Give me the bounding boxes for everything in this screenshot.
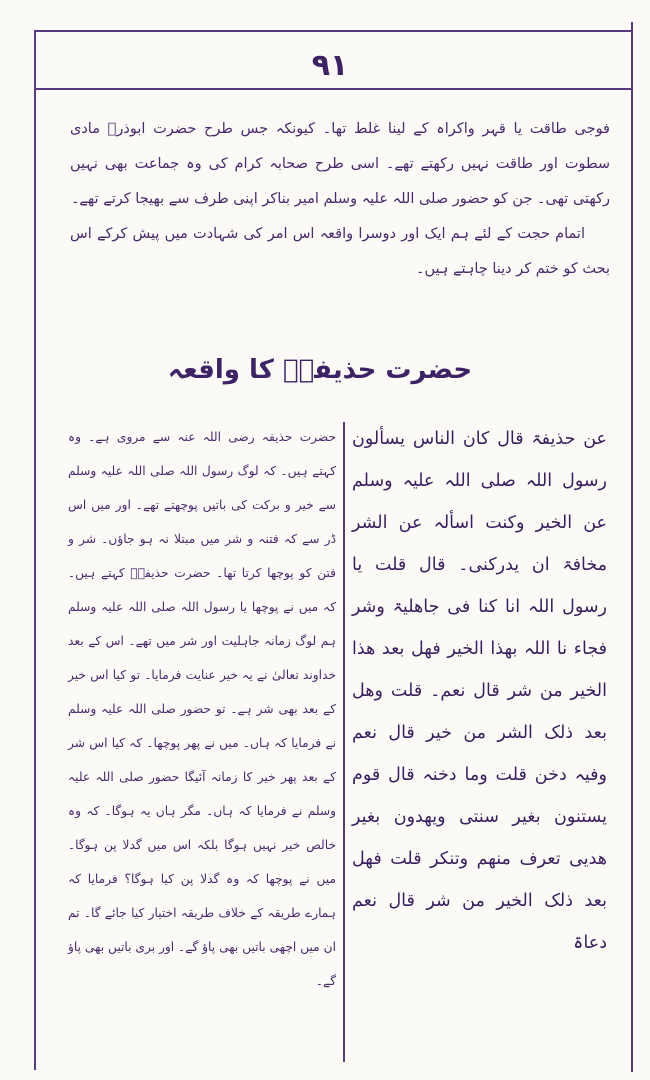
left-border-line (34, 30, 36, 1070)
header-divider (34, 88, 632, 90)
section-title: حضرت حذیفہؓ کا واقعہ (167, 355, 473, 385)
arabic-hadith-text: عن حذیفۃ قال کان الناس یسألون رسول اللہ صلی اللہ علیہ وسلم عن الخیر وکنت اسألہ عن الشر مخافۃ ان یدرکنی۔ قال قلت یا رسول اللہ انا کنا فی جاھلیۃ وشر فجاء نا اللہ بھذا الخیر فھل بعد ھذا الخیر من شر قال نعم۔ قلت وھل بعد ذلک الشر من خیر قال نعم وفیہ دخن قلت وما دخنہ قال قوم یستنون بغیر سنتی ویھدون بغیر ھدیی تعرف منھم وتنکر قلت فھل بعد ذلک الخیر من شر قال نعم دعاۃ (352, 429, 607, 953)
page-number: ۹۱ (311, 48, 349, 83)
intro-paragraph: فوجی طاقت یا قہر واکراہ کے لینا غلط تھا۔ کیونکہ جس طرح حضرت ابوذرؓ مادی سطوت اور طاقت نہیں رکھتے تھے۔ اسی طرح صحابہ کرام کی وہ جماعت بھی نہیں رکھتی تھی۔ جن کو حضور صلی اللہ علیہ وسلم امیر بناکر اپنی طرف سے بھیجا کرتے تھے۔ (70, 121, 610, 207)
urdu-translation-text: حضرت حذیفہ رضی اللہ عنہ سے مروی ہے۔ وہ کہتے ہیں۔ کہ لوگ رسول اللہ صلی اللہ علیہ وسلم سے خیر و برکت کی باتیں پوچھتے تھے۔ اور میں اس ڈر سے کہ فتنہ و شر میں مبتلا نہ ہو جاؤں۔ شر و فتن کو پوچھا کرتا تھا۔ حضرت حذیفہؓ کہتے ہیں۔ کہ میں نے پوچھا یا رسول اللہ صلی اللہ علیہ وسلم ہم لوگ زمانہ جاہلیت اور شر میں تھے۔ اس کے بعد خداوند تعالیٰ نے یہ خیر عنایت فرمایا۔ تو کیا اس خیر کے بعد بھی شر ہے۔ تو حضور صلی اللہ علیہ وسلم نے فرمایا کہ ہاں۔ میں نے پھر پوچھا۔ کہ کیا اس شر کے بعد پھر خیر کا زمانہ آئیگا حضور صلی اللہ علیہ وسلم نے فرمایا کہ ہاں۔ مگر ہاں یہ ہوگا۔ کہ وہ خالص خیر نہیں ہوگا بلکہ اس میں گدلا پن ہوگا۔ میں نے پوچھا کہ وہ گدلا پن کیا ہوگا؟ فرمایا کہ ہمارے طریقہ کے خلاف طریقہ اختیار کیا جائے گا۔ تم ان میں اچھی باتیں بھی پاؤ گے۔ اور بری باتیں بھی پاؤ گے۔ (68, 430, 336, 988)
top-border-line (34, 30, 632, 32)
intro-paragraph: اتمام حجت کے لئے ہم ایک اور دوسرا واقعہ اس امر کی شہادت میں پیش کرکے اس بحث کو ختم کر دینا چاہتے ہیں۔ (70, 226, 610, 277)
right-border-line (631, 22, 633, 1072)
column-divider (343, 422, 345, 1062)
intro-text (70, 112, 610, 287)
